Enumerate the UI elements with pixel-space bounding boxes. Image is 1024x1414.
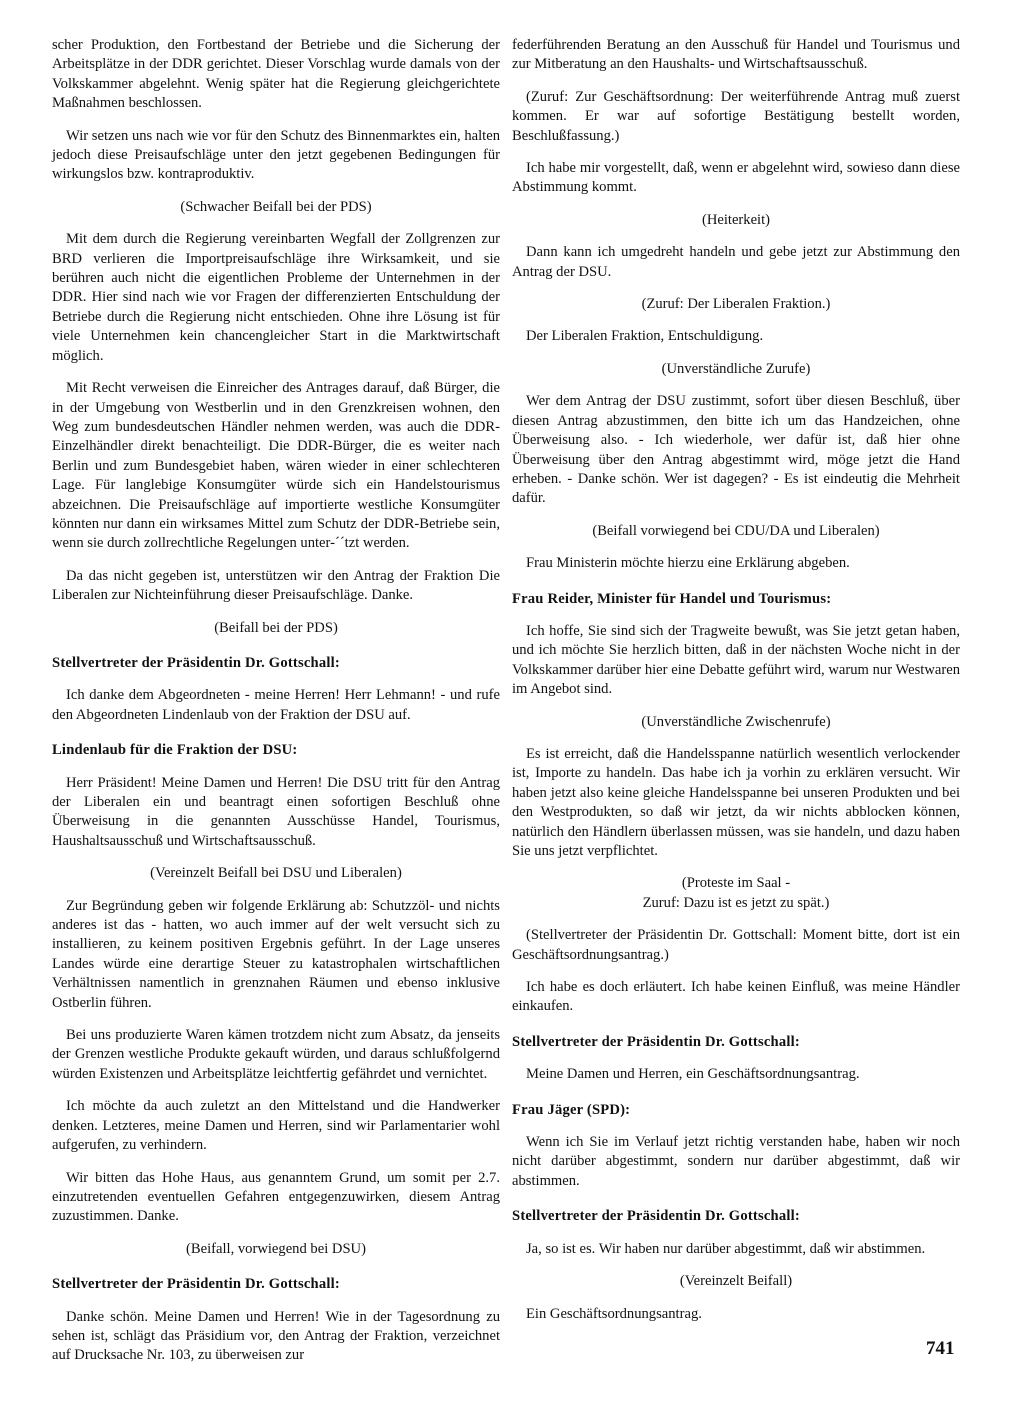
paragraph: Herr Präsident! Meine Damen und Herren! Die DSU tritt für den Antrag der Liberalen ein und beantragt einen sofortigen Beschluß ohne Überweisung in die genannten Ausschüsse Handel, Tourismus, Haushaltsausschuß und Wirtschaftsausschuß.	[52, 774, 500, 849]
paragraph: Ein Geschäftsordnungsantrag.	[526, 1305, 702, 1322]
speaker-heading: Stellvertreter der Präsidentin Dr. Gottschall:	[52, 1276, 340, 1293]
stage-direction: (Heiterkeit)	[701, 211, 771, 228]
stage-direction: (Schwacher Beifall bei der PDS)	[180, 198, 372, 215]
stage-direction: (Beifall, vorwiegend bei DSU)	[186, 1240, 366, 1257]
paragraph: Bei uns produzierte Waren kämen trotzdem nicht zum Absatz, da jenseits der Grenzen westliche Produkte gekauft würden, und daraus schlußfolgernd würden Existenzen und Arbeitsplätze leichtfertig gefährdet und vernichtet.	[52, 1027, 500, 1082]
paragraph: Mit Recht verweisen die Einreicher des Antrages darauf, daß Bürger, die in der Umgebung von Westberlin und in den Grenzkreisen wohnen, den Weg zum bundesdeutschen Händler nehmen werden, was auch die DDR-Einzelhändler direkt benachteiligt. Die DDR-Bürger, die es weiter nach Berlin und zum Bundesgebiet haben, wären wieder in einer schlechteren Lage. Für langlebige Konsumgüter würde sich ein Handelstourismus abzeichnen. Die Preisaufschläge auf importierte westliche Konsumgüter könnten nur dann ein wirksames Mittel zum Schutz der DDR-Betriebe sein, wenn sie durch zollrechtliche Regelungen unter-´´tzt werden.	[52, 380, 500, 552]
paragraph: Meine Damen und Herren, ein Geschäftsordnungsantrag.	[526, 1066, 860, 1083]
stage-direction: (Beifall vorwiegend bei CDU/DA und Liberalen)	[592, 522, 880, 539]
paragraph: scher Produktion, den Fortbestand der Betriebe und die Sicherung der Arbeitsplätze in der DDR gerichtet. Dieser Vorschlag wurde damals von der Volkskammer abgelehnt. Wenig später hat die Regierung gleichgerichtete Maßnahmen beschlossen.	[52, 37, 500, 112]
right-column	[512, 36, 960, 1337]
paragraph: Wenn ich Sie im Verlauf jetzt richtig verstanden habe, haben wir noch nicht darüber abgestimmt, sondern nur darüber abgestimmt, daß wir abstimmen.	[512, 1134, 960, 1189]
paragraph: Ich möchte da auch zuletzt an den Mittelstand und die Handwerker denken. Letzteres, meine Damen und Herren, sind wir Parlamentarier wohl aufgerufen, zu verhindern.	[52, 1098, 500, 1154]
paragraph: (Zuruf: Zur Geschäftsordnung: Der weiterführende Antrag muß zuerst kommen. Er war auf sofortige Bestätigung bestellt worden, Beschlußfassung.)	[512, 88, 960, 144]
speaker-heading: Stellvertreter der Präsidentin Dr. Gottschall:	[512, 1208, 800, 1225]
paragraph: Da das nicht gegeben ist, unterstützen wir den Antrag der Fraktion Die Liberalen zur Nichteinführung dieser Preisaufschläge. Danke.	[52, 567, 500, 604]
stage-direction: (Proteste im Saal - Zuruf: Dazu ist es jetzt zu spät.)	[642, 875, 830, 911]
stage-direction: (Unverständliche Zurufe)	[661, 360, 811, 377]
speaker-heading: Frau Reider, Minister für Handel und Tourismus:	[512, 590, 832, 607]
stage-direction: (Vereinzelt Beifall)	[679, 1273, 793, 1290]
paragraph: (Stellvertreter der Präsidentin Dr. Gottschall: Moment bitte, dort ist ein Geschäftsordnungsantrag.)	[512, 927, 960, 963]
paragraph: federführenden Beratung an den Ausschuß für Handel und Tourismus und zur Mitberatung an den Haushalts- und Wirtschaftsausschuß.	[512, 37, 960, 73]
paragraph: Frau Ministerin möchte hierzu eine Erklärung abgeben.	[526, 555, 850, 572]
speaker-heading: Lindenlaub für die Fraktion der DSU:	[52, 742, 298, 759]
left-column	[52, 36, 500, 1379]
paragraph: Wer dem Antrag der DSU zustimmt, sofort über diesen Beschluß, über diesen Antrag abzustimmen, den bitte ich um das Handzeichen, ohne Überweisung also. - Ich wiederhole, wer dafür ist, daß hier ohne Überweisung über den Antrag abgestimmt wird, möge jetzt die Hand erheben. - Danke schön. Wer ist dagegen? - Es ist eindeutig die Mehrheit dafür.	[512, 393, 960, 507]
page-number: 741	[926, 1338, 955, 1359]
paragraph: Mit dem durch die Regierung vereinbarten Wegfall der Zollgrenzen zur BRD verlieren die Importpreisaufschläge ihre Wirksamkeit, und sie berühren auch nicht die eigentlichen Probleme der Unternehmen in der DDR. Hier sind nach wie vor Fragen der differenzierten Entschuldung der Betriebe durch die Regierung nicht entschieden. Ohne ihre Lösung ist für viele Unternehmen kein chancengleicher Start in die Marktwirtschaft möglich.	[52, 231, 500, 364]
paragraph: Ich danke dem Abgeordneten - meine Herren! Herr Lehmann! - und rufe den Abgeordneten Lindenlaub von der Fraktion der DSU auf.	[52, 687, 500, 723]
speaker-heading: Stellvertreter der Präsidentin Dr. Gottschall:	[52, 654, 340, 671]
stage-direction: (Vereinzelt Beifall bei DSU und Liberalen)	[150, 865, 402, 882]
paragraph: Zur Begründung geben wir folgende Erklärung ab: Schutzzöl- und nichts anderes ist das - hatten, wo auch immer auf der welt versucht sich zu installieren, zu keinem positiven Ergebnis geführt. In der Lage unseres Landes würde eine derartige Steuer zu katastrophalen wirtschaftlichen Verhältnissen namentlich in grenznahen Räumen und ebenso inklusive Ostberlin führen.	[52, 897, 500, 1011]
paragraph: Der Liberalen Fraktion, Entschuldigung.	[526, 328, 764, 345]
paragraph: Ich habe es doch erläutert. Ich habe keinen Einfluß, was meine Händler einkaufen.	[512, 979, 960, 1015]
paragraph: Ja, so ist es. Wir haben nur darüber abgestimmt, daß wir abstimmen.	[526, 1240, 926, 1257]
paragraph: Wir bitten das Hohe Haus, aus genanntem Grund, um somit per 2.7. einzutretenden eventuellen Gefahren entgegenzuwirken, diesem Antrag zuzustimmen. Danke.	[52, 1169, 500, 1225]
paragraph: Es ist erreicht, daß die Handelsspanne natürlich wesentlich verlockender ist, Importe zu handeln. Das habe ich ja vorhin zu erklären versucht. Wir haben jetzt also keine gleiche Handelsspanne bei unseren Produkten und bei den Westprodukten, so daß wir jetzt, da wir nichts abblocken können, natürlich den Händlern überlassen müssen, was sie handeln, und dazu haben Sie uns jetzt verpflichtet.	[512, 745, 960, 859]
stage-direction: (Beifall bei der PDS)	[214, 619, 338, 636]
stage-direction: (Unverständliche Zwischenrufe)	[641, 713, 831, 730]
speaker-heading: Frau Jäger (SPD):	[512, 1101, 631, 1118]
paragraph: Ich hoffe, Sie sind sich der Tragweite bewußt, was Sie jetzt getan haben, und ich möchte Sie herzlich bitten, daß in der nächsten Woche nicht in der Volkskammer darüber hier eine Debatte geführt wird, warum nur Westwaren im Angebot sind.	[512, 622, 960, 698]
paragraph: Wir setzen uns nach wie vor für den Schutz des Binnenmarktes ein, halten jedoch diese Preisaufschläge unter den jetzt gegebenen Bedingungen für wirkungslos bzw. kontraproduktiv.	[52, 127, 500, 183]
paragraph: Ich habe mir vorgestellt, daß, wenn er abgelehnt wird, sowieso dann diese Abstimmung kommt.	[512, 160, 960, 196]
stage-direction: (Zuruf: Der Liberalen Fraktion.)	[641, 296, 831, 313]
speaker-heading: Stellvertreter der Präsidentin Dr. Gottschall:	[512, 1033, 800, 1050]
paragraph: Danke schön. Meine Damen und Herren! Wie in der Tagesordnung zu sehen ist, schlägt das Präsidium vor, den Antrag der Fraktion, verzeichnet auf Drucksache Nr. 103, zu überweisen zur	[52, 1308, 500, 1364]
paragraph: Dann kann ich umgedreht handeln und gebe jetzt zur Abstimmung den Antrag der DSU.	[512, 244, 960, 280]
